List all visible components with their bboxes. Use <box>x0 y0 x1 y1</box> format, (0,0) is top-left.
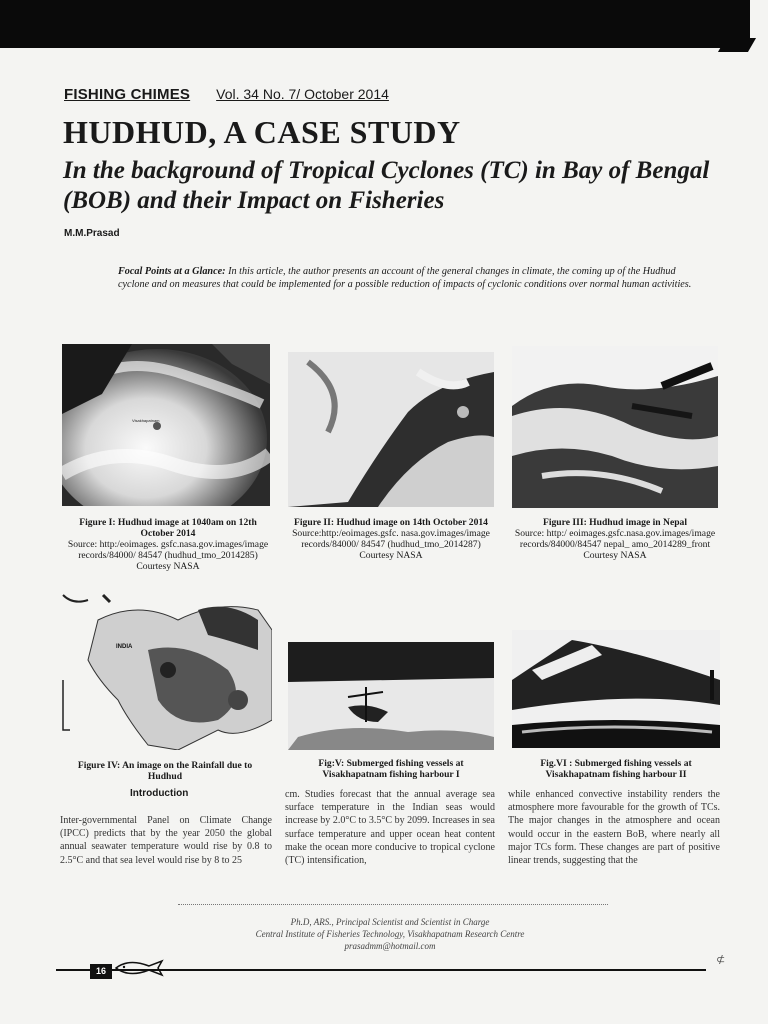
header-band <box>0 0 750 48</box>
figure-3-image <box>512 346 718 508</box>
focal-text: In this article, the author presents an account of the general changes in climate, the coming up of the Hudhud cyclone and on measures that could be implemented for a possible reduction of impacts of cyclonic conditions over normal human activities. <box>118 266 692 290</box>
figure-6-caption <box>516 758 716 780</box>
figure-2-title: Figure II: Hudhud image on 14th October 2014 <box>294 517 488 528</box>
body-column-3: while enhanced convective instability renders the atmosphere more favourable for the growth of TCs. The major changes in the atmosphere and ocean would occur in the eastern BoB, where nearly all major TCs form. These changes are part of positive linear trends, suggesting that the <box>508 789 720 867</box>
article-title: HUDHUD, A CASE STUDY <box>63 114 461 150</box>
figure-3-title: Figure III: Hudhud image in Nepal <box>542 517 688 528</box>
masthead <box>64 86 389 103</box>
body-column-1: Inter-governmental Panel on Climate Change (IPCC) predicts that by the year 2050 the global annual seawater temperature would rise by 0.8 to 2.5°C and that sea level would rise by 8 to 25 <box>60 815 272 866</box>
figure-5-image <box>288 642 494 750</box>
figure-2-caption <box>288 517 494 561</box>
city-label: Visakhapatnam <box>132 418 160 423</box>
figure-1-caption <box>62 517 274 572</box>
figure-5-caption <box>292 758 490 780</box>
author-name: M.M.Prasad <box>64 228 120 239</box>
page-number: 16 <box>90 964 112 979</box>
figure-4-image <box>58 590 272 750</box>
focal-label: Focal Points at a Glance: <box>118 266 226 277</box>
footer-divider <box>178 904 608 905</box>
figure-1-source: Source: http:/eoimages. gsfc.nasa.gov.images/image records/84000/ 84547 (hudhud_tmo_2014285) Courtesy NASA <box>67 539 269 572</box>
focal-points <box>118 265 698 291</box>
magazine-name: FISHING CHIMES <box>64 86 191 103</box>
figure-4-title: Figure IV: An image on the Rainfall due to Hudhud <box>77 760 253 782</box>
figure-3-source: Source: http:/ eoimages.gsfc.nasa.gov.images/image records/84000/84547 nepal_ amo_2014289_front Courtesy NASA <box>514 528 716 561</box>
footnote-email: prasadmm@hotmail.com <box>344 941 436 951</box>
fish-icon <box>114 958 164 978</box>
footnote-line-1: Ph.D, ARS., Principal Scientist and Scientist in Charge <box>290 917 490 927</box>
introduction-heading: Introduction <box>130 788 189 799</box>
figure-4-caption <box>60 760 270 782</box>
footnote-line-2: Central Institute of Fisheries Technology, Visakhapatnam Research Centre <box>255 929 525 939</box>
figure-1-image <box>62 344 270 506</box>
body-column-2: cm. Studies forecast that the annual average sea surface temperature in the Indian seas would increase by 2.0°C to 3.5°C by 2099. Increases in sea surface temperature and upper ocean heat content make the ocean more conducive to tropical cyclone (TC) intensification, <box>285 789 495 867</box>
figure-2-image <box>288 352 494 507</box>
figure-2-source: Source:http:/eoimages.gsfc. nasa.gov.images/image records/84000/ 84547 (hudhud_tmo_2014287) Courtesy NASA <box>292 528 490 561</box>
figure-5-title: Fig:V: Submerged fishing vessels at Visakhapatnam fishing harbour I <box>318 758 464 780</box>
figure-3-caption <box>512 517 718 561</box>
figure-6-title: Fig.VI : Submerged fishing vessels at Visakhapatnam fishing harbour II <box>540 758 692 780</box>
issue-info: Vol. 34 No. 7/ October 2014 <box>216 86 389 102</box>
figure-6-image <box>512 630 720 748</box>
figure-1-title: Figure I: Hudhud image at 1040am on 12th October 2014 <box>79 517 257 539</box>
map-label-india: INDIA <box>116 644 133 650</box>
article-subtitle: In the background of Tropical Cyclones (TC) in Bay of Bengal (BOB) and their Impact on Fisheries <box>63 157 710 214</box>
corner-mark-icon: ⊄ <box>716 954 726 966</box>
author-footnote <box>180 916 600 952</box>
